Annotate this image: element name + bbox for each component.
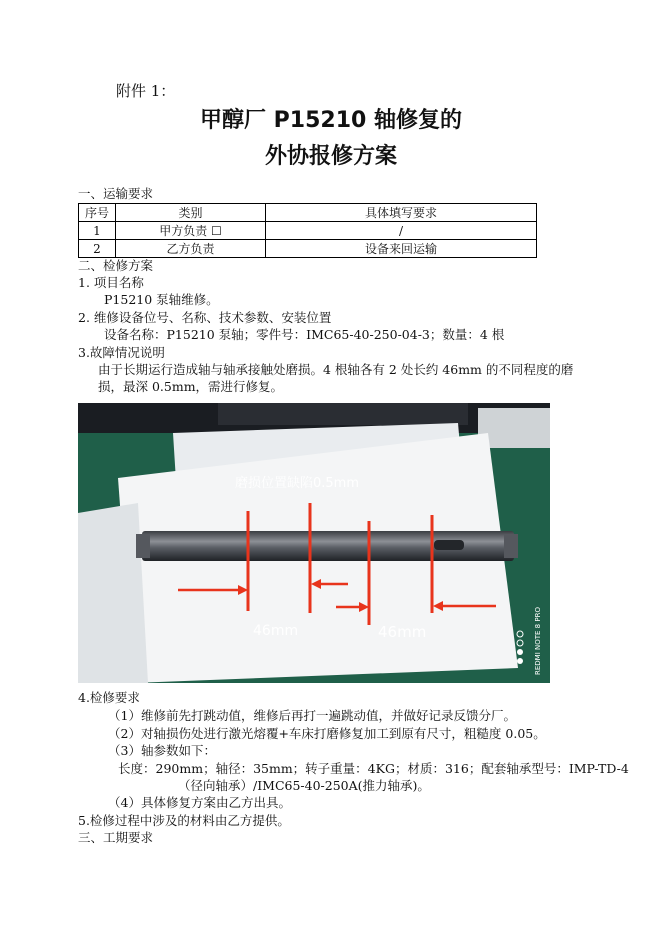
- item2-body: 设备名称：P15210 泵轴；零件号：IMC65-40-250-04-3；数量：4 根: [104, 327, 505, 342]
- cell-requirement: /: [266, 222, 537, 240]
- length-label-1: 46mm: [253, 623, 299, 639]
- item4-point4: （4）具体修复方案由乙方出具。: [108, 795, 291, 810]
- attachment-label: 附件 1：: [116, 82, 176, 100]
- header-requirement: 具体填写要求: [266, 204, 537, 222]
- shaft-photo: [78, 403, 550, 683]
- header-category: 类别: [116, 204, 266, 222]
- transport-table: [78, 203, 537, 258]
- item4-title: 4.检修要求: [78, 690, 140, 705]
- defect-label: 磨损位置缺陷0.5mm: [235, 476, 360, 491]
- item3-body-line1: 由于长期运行造成轴与轴承接触处磨损。4 根轴各有 2 处长约 46mm 的不同程度的磨: [98, 362, 574, 377]
- item4-point3: （3）轴参数如下：: [108, 743, 216, 758]
- item4-params-line1: 长度：290mm；轴径：35mm；转子重量：4KG；材质：316；配套轴承型号：IMP-TD-4: [118, 761, 629, 776]
- section-repair-plan: 二、检修方案: [78, 258, 154, 273]
- cell-category: 甲方负责 ☐: [116, 222, 266, 240]
- length-label-2: 46mm: [378, 623, 427, 641]
- table-row: [79, 240, 537, 258]
- item3-title: 3.故障情况说明: [78, 345, 165, 360]
- item2-title: 2. 维修设备位号、名称、技术参数、安装位置: [78, 310, 332, 325]
- cell-requirement: 设备来回运输: [266, 240, 537, 258]
- table-row: [79, 222, 537, 240]
- table-header-row: [79, 204, 537, 222]
- section-schedule: 三、工期要求: [78, 830, 154, 845]
- item4-params-line2: （径向轴承）/IMC65-40-250A(推力轴承)。: [178, 778, 430, 793]
- cell-index: 1: [79, 222, 116, 240]
- item3-body-line2: 损，最深 0.5mm，需进行修复。: [98, 379, 284, 394]
- header-index: 序号: [79, 204, 116, 222]
- item1-title: 1. 项目名称: [78, 275, 144, 290]
- cell-category: 乙方负责: [116, 240, 266, 258]
- phone-watermark: REDMI NOTE 8 PRO: [534, 607, 542, 675]
- title-line-1: 甲醇厂 P15210 轴修复的: [200, 108, 462, 133]
- item4-point1: （1）维修前先打跳动值，维修后再打一遍跳动值，并做好记录反馈分厂。: [108, 708, 516, 723]
- item5: 5.检修过程中涉及的材料由乙方提供。: [78, 813, 290, 828]
- item1-body: P15210 泵轴维修。: [104, 292, 219, 307]
- section-transport: 一、运输要求: [78, 186, 154, 201]
- item4-point2: （2）对轴损伤处进行激光熔覆+车床打磨修复加工到原有尺寸，粗糙度 0.05。: [108, 726, 546, 741]
- title-line-2: 外协报修方案: [264, 144, 397, 169]
- cell-index: 2: [79, 240, 116, 258]
